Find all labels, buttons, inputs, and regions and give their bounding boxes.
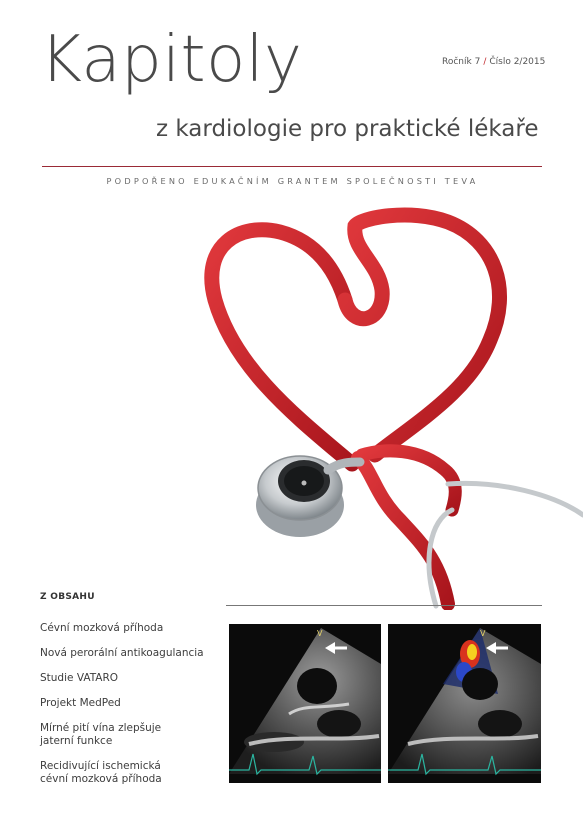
- header-divider: [42, 166, 542, 167]
- contents-item: Mírné pití vína zlepšuje jaterní funkce: [40, 722, 162, 747]
- contents-heading: Z OBSAHU: [40, 592, 95, 602]
- magazine-title: Kapitoly: [40, 23, 303, 97]
- issue-separator: /: [483, 57, 487, 67]
- magazine-subtitle: z kardiologie pro praktické lékaře: [156, 116, 539, 142]
- contents-item: Nová perorální antikoagulancia: [40, 647, 204, 659]
- contents-item: Studie VATARO: [40, 672, 119, 684]
- echo-marker-left: V: [317, 629, 323, 638]
- echo-marker-right: V: [480, 629, 486, 638]
- echocardiogram-image-left: [229, 624, 381, 783]
- issue-info: [442, 57, 545, 67]
- volume-label: Ročník 7: [442, 57, 481, 67]
- issue-label: Číslo 2/2015: [489, 57, 546, 67]
- contents-item: Projekt MedPed: [40, 697, 121, 709]
- stethoscope-heart-image: [0, 200, 583, 610]
- echocardiogram-image-right: [388, 624, 541, 783]
- contents-item: Recidivující ischemická cévní mozková příhoda: [40, 760, 162, 785]
- contents-divider: [226, 605, 542, 606]
- grant-note: PODPOŘENO EDUKAČNÍM GRANTEM SPOLEČNOSTI TEVA: [106, 176, 479, 186]
- contents-item: Cévní mozková příhoda: [40, 622, 164, 634]
